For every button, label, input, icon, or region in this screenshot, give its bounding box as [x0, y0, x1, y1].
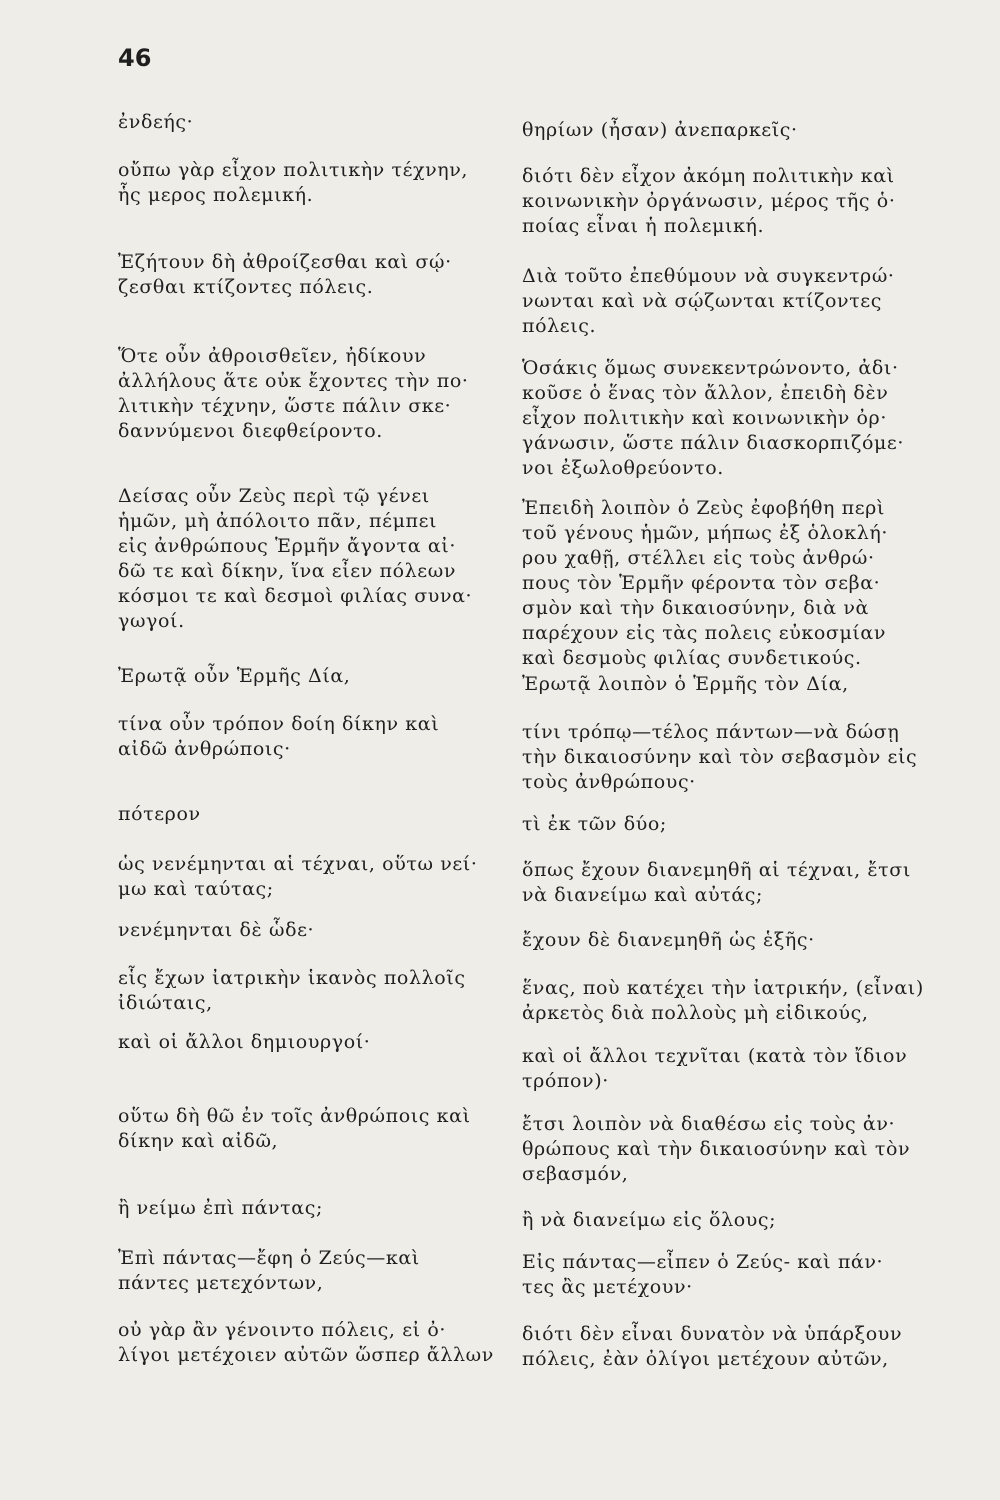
right-paragraph: Ἐρωτᾷ λοιπὸν ὁ Ἑρμῆς τὸν Δία,: [522, 673, 849, 695]
left-paragraph: Ὅτε οὖν ἀθροισθεῖεν, ἠδίκουν ἀλλήλους ἅτε οὐκ ἔχοντες τὴν πο· λιτικὴν τέχνην, ὥστε πάλιν σκε· δαννύμενοι διεφθείροντο.: [118, 345, 469, 442]
left-paragraph: οὐ γὰρ ἂν γένοιντο πόλεις, εἰ ὀ· λίγοι μετέχοιεν αὐτῶν ὥσπερ ἄλλων: [118, 1319, 494, 1366]
left-paragraph: πότερον: [118, 803, 201, 825]
right-paragraph: ἕνας, ποὺ κατέχει τὴν ἰατρικήν, (εἶναι) ἀρκετὸς διὰ πολλοὺς μὴ εἰδικούς,: [522, 977, 924, 1024]
right-paragraph: τὶ ἐκ τῶν δύο;: [522, 813, 667, 835]
right-paragraph: διότι δὲν εἶχον ἀκόμη πολιτικὴν καὶ κοινωνικὴν ὀργάνωσιν, μέρος τῆς ὁ· ποίας εἶναι ἡ πολεμική.: [522, 165, 896, 237]
left-paragraph: Ἐζήτουν δὴ ἀθροίζεσθαι καὶ σῴ· ζεσθαι κτίζοντες πόλεις.: [118, 251, 452, 298]
right-paragraph: ὅπως ἔχουν διανεμηθῆ αἱ τέχναι, ἔτσι νὰ διανείμω καὶ αὐτάς;: [522, 859, 911, 906]
right-paragraph: Ὁσάκις ὅμως συνεκεντρώνοντο, ἀδι· κοῦσε ὁ ἕνας τὸν ἄλλον, ἐπειδὴ δὲν εἶχον πολιτικὴν καὶ κοινωνικὴν ὀρ· γάνωσιν, ὥστε πάλιν διασκορπιζόμε· νοι ἐξωλοθρεύοντο.: [522, 357, 905, 479]
right-paragraph: ἔχουν δὲ διανεμηθῆ ὡς ἑξῆς·: [522, 929, 815, 951]
left-paragraph: ἢ νείμω ἐπὶ πάντας;: [118, 1197, 323, 1219]
left-paragraph: τίνα οὖν τρόπον δοίη δίκην καὶ αἰδῶ ἀνθρώποις·: [118, 713, 440, 760]
left-paragraph: ὡς νενέμηνται αἱ τέχναι, οὕτω νεί· μω καὶ ταύτας;: [118, 853, 478, 900]
left-paragraph: οὕτω δὴ θῶ ἐν τοῖς ἀνθρώποις καὶ δίκην καὶ αἰδῶ,: [118, 1105, 471, 1152]
right-paragraph: θηρίων (ἦσαν) ἀνεπαρκεῖς·: [522, 119, 798, 141]
left-paragraph: Δείσας οὖν Ζεὺς περὶ τῷ γένει ἡμῶν, μὴ ἀπόλοιτο πᾶν, πέμπει εἰς ἀνθρώπους Ἑρμῆν ἄγοντα αἰ· δῶ τε καὶ δίκην, ἵνα εἶεν πόλεων κόσμοι τε καὶ δεσμοὶ φιλίας συνα· γωγοί.: [118, 485, 473, 632]
right-paragraph: διότι δὲν εἶναι δυνατὸν νὰ ὑπάρξουν πόλεις, ἐὰν ὀλίγοι μετέχουν αὐτῶν,: [522, 1323, 903, 1370]
right-paragraph: τίνι τρόπῳ—τέλος πάντων—νὰ δώσῃ τὴν δικαιοσύνην καὶ τὸν σεβασμὸν εἰς τοὺς ἀνθρώπους·: [522, 721, 918, 793]
left-paragraph: οὔπω γὰρ εἶχον πολιτικὴν τέχνην, ἧς μερος πολεμική.: [118, 159, 469, 206]
left-paragraph: Ἐπὶ πάντας—ἔφη ὁ Ζεύς—καὶ πάντες μετεχόντων,: [118, 1247, 420, 1294]
left-paragraph: εἷς ἔχων ἰατρικὴν ἱκανὸς πολλοῖς ἰδιώταις,: [118, 967, 466, 1014]
right-paragraph: καὶ οἱ ἄλλοι τεχνῖται (κατὰ τὸν ἴδιον τρόπον)·: [522, 1045, 908, 1092]
left-paragraph: νενέμηνται δὲ ὧδε·: [118, 919, 315, 941]
right-paragraph: Εἰς πάντας—εἶπεν ὁ Ζεύς- καὶ πάν· τες ἂς μετέχουν·: [522, 1251, 884, 1298]
left-paragraph: ἐνδεής·: [118, 111, 194, 133]
right-paragraph: Ἐπειδὴ λοιπὸν ὁ Ζεὺς ἐφοβήθη περὶ τοῦ γένους ἡμῶν, μήπως ἐξ ὁλοκλή· ρου χαθῇ, στέλλει εἰς τοὺς ἀνθρώ· πους τὸν Ἑρμῆν φέροντα τὸν σεβα· σμὸν καὶ τὴν δικαιοσύνην, διὰ νὰ παρέχουν εἰς τὰς πολεις εὐκοσμίαν καὶ δεσμοὺς φιλίας συνδετικούς.: [522, 497, 888, 669]
left-paragraph: καὶ οἱ ἄλλοι δημιουργοί·: [118, 1031, 371, 1053]
page-number: 46: [118, 44, 152, 72]
right-paragraph: Διὰ τοῦτο ἐπεθύμουν νὰ συγκεντρώ· νωνται καὶ νὰ σῴζωνται κτίζοντες πόλεις.: [522, 265, 895, 337]
left-paragraph: Ἐρωτᾷ οὖν Ἑρμῆς Δία,: [118, 665, 351, 687]
right-paragraph: ἔτσι λοιπὸν νὰ διαθέσω εἰς τοὺς ἀν· θρώπους καὶ τὴν δικαιοσύνην καὶ τὸν σεβασμόν,: [522, 1113, 911, 1185]
right-paragraph: ἢ νὰ διανείμω εἰς ὅλους;: [522, 1209, 777, 1231]
